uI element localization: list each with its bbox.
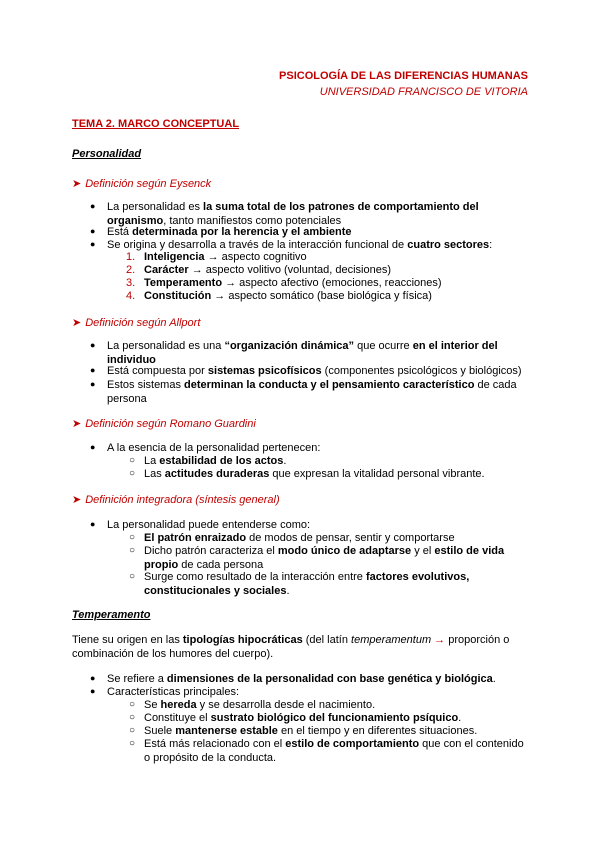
circle-bullet-icon: ○ xyxy=(129,532,136,543)
sector-item: 2. Carácter → aspecto volitivo (voluntad, decisiones) xyxy=(126,264,392,276)
list-item: ● Se refiere a dimensiones de la personalidad con base genética y biológica. xyxy=(90,673,496,685)
sector-item: 3. Temperamento → aspecto afectivo (emociones, reacciones) xyxy=(126,277,442,289)
sector-item: 1. Inteligencia → aspecto cognitivo xyxy=(126,251,307,263)
bullet-icon: ● xyxy=(90,686,96,696)
list-item: ● Está determinada por la herencia y el ambiente xyxy=(90,226,352,238)
sub-list-item: ○ Dicho patrón caracteriza el modo único de adaptarse y el estilo de vida propio de cada persona xyxy=(129,545,505,571)
sector-item: 4. Constitución → aspecto somático (base biológica y física) xyxy=(126,290,432,302)
section-personalidad: Personalidad xyxy=(72,148,142,160)
bullet-icon: ● xyxy=(90,673,96,683)
def-guardini-heading: ➤ Definición según Romano Guardini xyxy=(72,418,256,430)
list-item: ● Características principales: xyxy=(90,686,240,698)
sub-list-item: ○ Surge como resultado de la interacción entre factores evolutivos, constitucionales y sociales. xyxy=(129,571,470,597)
circle-bullet-icon: ○ xyxy=(129,738,136,749)
university-name: UNIVERSIDAD FRANCISCO DE VITORIA xyxy=(319,86,528,98)
list-item: ● Estos sistemas determinan la conducta y el pensamiento característico de cada persona xyxy=(90,379,517,405)
circle-bullet-icon: ○ xyxy=(129,712,136,723)
bullet-icon: ● xyxy=(90,239,96,249)
list-item: ● Está compuesta por sistemas psicofísicos (componentes psicológicos y biológicos) xyxy=(90,365,522,377)
sub-list-item: ○ Las actitudes duraderas que expresan la vitalidad personal vibrante. xyxy=(129,468,485,480)
temperamento-intro: Tiene su origen en las tipologías hipocráticas (del latín temperamentum → proporción o combinación de los humores del cuerpo). xyxy=(72,634,510,660)
tema-heading: TEMA 2. MARCO CONCEPTUAL xyxy=(72,118,240,130)
list-item: ● La personalidad es una “organización dinámica” que ocurre en el interior del individuo xyxy=(90,340,498,366)
arrow-icon: ➤ xyxy=(72,178,82,190)
arrow-icon: ➤ xyxy=(72,317,82,329)
bullet-icon: ● xyxy=(90,201,96,211)
sub-list-item: ○ Está más relacionado con el estilo de comportamiento que con el contenido o propósito de la conducta. xyxy=(129,738,524,764)
bullet-icon: ● xyxy=(90,365,96,375)
list-item: ● A la esencia de la personalidad pertenecen: xyxy=(90,442,321,454)
circle-bullet-icon: ○ xyxy=(129,455,136,466)
circle-bullet-icon: ○ xyxy=(129,725,136,736)
circle-bullet-icon: ○ xyxy=(129,571,136,582)
section-temperamento: Temperamento xyxy=(72,609,151,621)
sub-list-item: ○ Se hereda y se desarrolla desde el nacimiento. xyxy=(129,699,376,711)
list-item: ● La personalidad es la suma total de los patrones de comportamiento del organismo, tanto manifiestos como potenciales xyxy=(90,201,479,227)
arrow-icon: ➤ xyxy=(72,418,82,430)
arrow-icon: ➤ xyxy=(72,494,82,506)
def-allport-heading: ➤ Definición según Allport xyxy=(72,317,201,329)
sub-list-item: ○ El patrón enraizado de modos de pensar, sentir y comportarse xyxy=(129,532,455,544)
def-integradora-heading: ➤ Definición integradora (síntesis general) xyxy=(72,494,280,506)
circle-bullet-icon: ○ xyxy=(129,468,136,479)
bullet-icon: ● xyxy=(90,379,96,389)
circle-bullet-icon: ○ xyxy=(129,699,136,710)
sub-list-item: ○ Suele mantenerse estable en el tiempo y en diferentes situaciones. xyxy=(129,725,478,737)
bullet-icon: ● xyxy=(90,442,96,452)
circle-bullet-icon: ○ xyxy=(129,545,136,556)
list-item: ● Se origina y desarrolla a través de la interacción funcional de cuatro sectores: xyxy=(90,239,493,251)
def-eysenck-heading: ➤ Definición según Eysenck xyxy=(72,178,212,190)
sub-list-item: ○ La estabilidad de los actos. xyxy=(129,455,287,467)
bullet-icon: ● xyxy=(90,226,96,236)
course-title: PSICOLOGÍA DE LAS DIFERENCIAS HUMANAS xyxy=(279,70,528,82)
list-item: ● La personalidad puede entenderse como: xyxy=(90,519,311,531)
bullet-icon: ● xyxy=(90,519,96,529)
sub-list-item: ○ Constituye el sustrato biológico del funcionamiento psíquico. xyxy=(129,712,462,724)
bullet-icon: ● xyxy=(90,340,96,350)
